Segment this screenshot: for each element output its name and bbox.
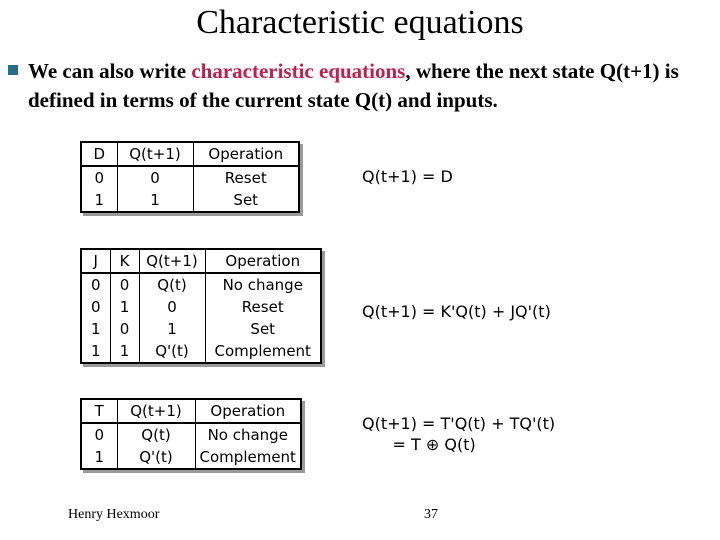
table-header: J (81, 249, 110, 273)
table-header: Q(t+1) (117, 399, 195, 423)
table-row (81, 189, 299, 212)
table-cell: Reset (193, 166, 299, 189)
bullet-text-after: , where the next state Q(t+1) is defined in terms of the current state Q(t) and inputs. (28, 59, 679, 112)
table-cell: 0 (81, 423, 117, 446)
t-flipflop-table (80, 398, 302, 470)
t-characteristic-equation-xor: = T ⊕ Q(t) (362, 435, 476, 454)
table-cell: Complement (205, 340, 321, 363)
bullet-highlight: characteristic equations (191, 59, 406, 83)
table-cell: 0 (139, 296, 205, 318)
page-number: 37 (424, 507, 438, 522)
table-cell: No change (195, 423, 301, 446)
table-row (81, 296, 321, 318)
table-row (81, 273, 321, 296)
table-cell: Q(t) (117, 423, 195, 446)
square-bullet-icon (8, 65, 18, 75)
table-cell: Reset (205, 296, 321, 318)
table-header: Q(t+1) (117, 142, 193, 166)
table-cell: 0 (81, 166, 117, 189)
table-header: Operation (195, 399, 301, 423)
bullet-text (28, 57, 708, 115)
table-cell: Complement (195, 446, 301, 469)
jk-flipflop-table (80, 248, 322, 364)
d-flipflop-table (80, 141, 300, 213)
table-row (81, 340, 321, 363)
table-cell: 0 (110, 318, 139, 340)
table-row (81, 166, 299, 189)
table-row (81, 423, 301, 446)
table-cell: 1 (81, 189, 117, 212)
table-cell: 1 (117, 189, 193, 212)
table-cell: 1 (81, 340, 110, 363)
table-header: T (81, 399, 117, 423)
table-row (81, 446, 301, 469)
table-cell: 1 (110, 296, 139, 318)
table-cell: 1 (81, 318, 110, 340)
table-header: Q(t+1) (139, 249, 205, 273)
bullet-text-before: We can also write (28, 59, 192, 83)
table-row (81, 318, 321, 340)
table-cell: 1 (81, 446, 117, 469)
table-cell: No change (205, 273, 321, 296)
t-characteristic-equation: Q(t+1) = T'Q(t) + TQ'(t) (362, 414, 556, 433)
table-cell: Q(t) (139, 273, 205, 296)
bullet-paragraph (8, 57, 708, 115)
jk-characteristic-equation: Q(t+1) = K'Q(t) + JQ'(t) (362, 302, 551, 321)
table-cell: 1 (139, 318, 205, 340)
table-cell: Q'(t) (117, 446, 195, 469)
table-header: Operation (205, 249, 321, 273)
table-cell: Set (193, 189, 299, 212)
d-characteristic-equation: Q(t+1) = D (362, 167, 453, 186)
table-cell: 0 (117, 166, 193, 189)
table-cell: 0 (81, 296, 110, 318)
table-cell: 0 (110, 273, 139, 296)
table-cell: Set (205, 318, 321, 340)
table-cell: 0 (81, 273, 110, 296)
slide-title: Characteristic equations (196, 4, 524, 41)
table-cell: 1 (110, 340, 139, 363)
footer-author: Henry Hexmoor (68, 507, 160, 522)
table-header: D (81, 142, 117, 166)
table-header: K (110, 249, 139, 273)
table-header: Operation (193, 142, 299, 166)
table-cell: Q'(t) (139, 340, 205, 363)
